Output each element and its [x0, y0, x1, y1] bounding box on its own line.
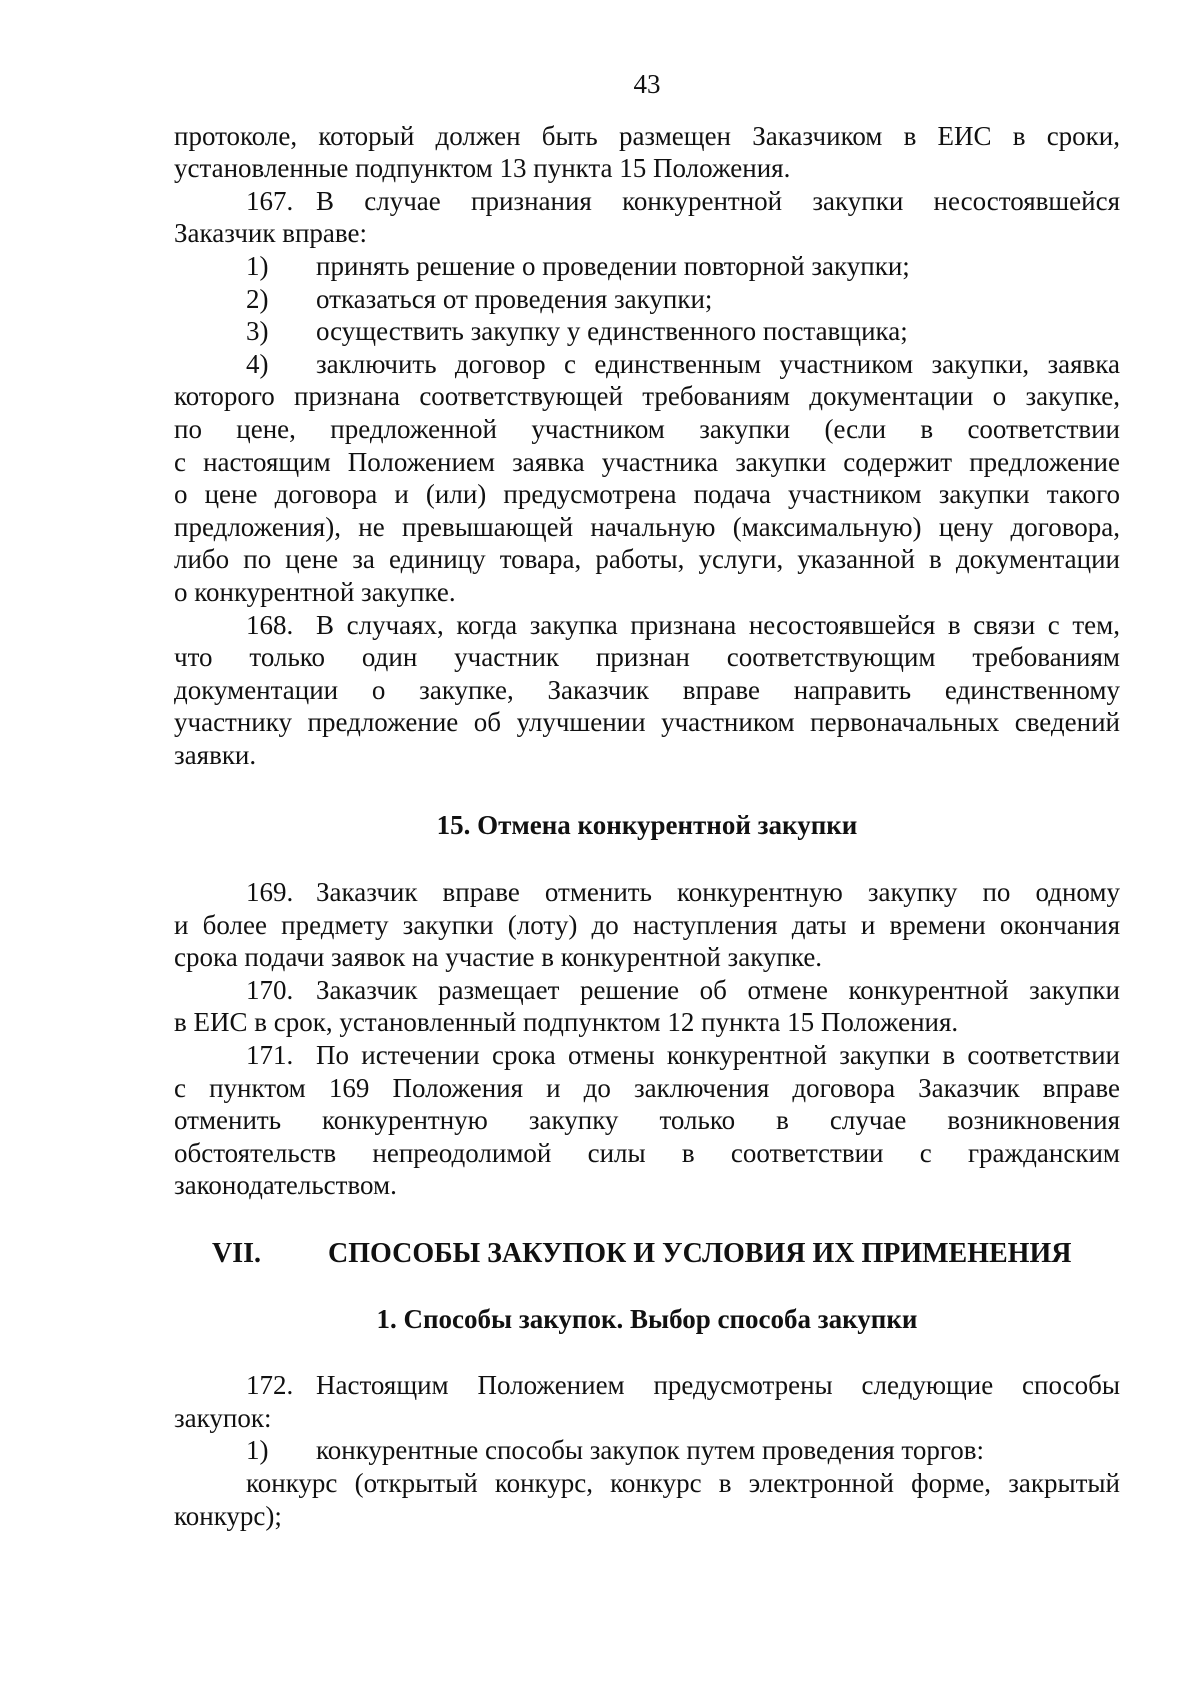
item-text: принять решение о проведении повторной закупки; [316, 250, 910, 281]
item-number: 3) [246, 316, 269, 347]
paragraph-line: документации о закупке, Заказчик вправе направить единственному [174, 674, 1120, 705]
clause-number: 168. [246, 609, 294, 640]
paragraph-line: протоколе, который должен быть размещен Заказчиком в ЕИС в сроки, [174, 120, 1120, 151]
item-number: 4) [246, 348, 269, 379]
clause-number: 171. [246, 1040, 294, 1071]
paragraph-line: отменить конкурентную закупку только в случае возникновения [174, 1105, 1120, 1136]
clause-172 [174, 1369, 1120, 1402]
list-item [174, 283, 1120, 316]
list-item [174, 1434, 1120, 1467]
clause-text: Заказчик вправе отменить конкурентную закупку по одному [316, 877, 1120, 908]
clause-text: Настоящим Положением предусмотрены следующие способы [316, 1370, 1120, 1401]
section-heading: 1. Способы закупок. Выбор способа закупки [376, 1303, 918, 1334]
clause-168 [174, 609, 1120, 642]
part-heading [174, 1238, 1120, 1271]
paragraph-line: участнику предложение об улучшении участником первоначальных сведений [174, 707, 1120, 738]
part-number: VII. [212, 1238, 262, 1269]
paragraph-line: о конкурентной закупке. [174, 576, 456, 607]
part-title: СПОСОБЫ ЗАКУПОК И УСЛОВИЯ ИХ ПРИМЕНЕНИЯ [328, 1238, 1072, 1269]
clause-text: В случае признания конкурентной закупки несостоявшейся [316, 185, 1120, 216]
item-number: 2) [246, 283, 269, 314]
paragraph-line: законодательством. [174, 1170, 397, 1201]
paragraph-line: заявки. [174, 739, 257, 770]
item-number: 1) [246, 1435, 269, 1466]
line-text: конкурс (открытый конкурс, конкурс в электронной форме, закрытый [246, 1467, 1120, 1498]
clause-167 [174, 185, 1120, 218]
clause-text: В случаях, когда закупка признана несостоявшейся в связи с тем, [316, 609, 1120, 640]
paragraph-line: закупок: [174, 1402, 272, 1433]
paragraph-line: и более предмету закупки (лоту) до наступления даты и времени окончания [174, 909, 1120, 940]
paragraph-line: с пунктом 169 Положения и до заключения договора Заказчик вправе [174, 1072, 1120, 1103]
list-item [174, 315, 1120, 348]
clause-169 [174, 876, 1120, 909]
item-text: конкурентные способы закупок путем проведения торгов: [316, 1435, 985, 1466]
clause-text: Заказчик размещает решение об отмене конкурентной закупки [316, 974, 1120, 1005]
clause-number: 170. [246, 974, 294, 1005]
list-item [174, 348, 1120, 381]
paragraph-line: Заказчик вправе: [174, 218, 367, 249]
paragraph-line: которого признана соответствующей требованиям документации о закупке, [174, 381, 1120, 412]
paragraph-line: по цене, предложенной участником закупки (если в соответствии [174, 413, 1120, 444]
item-number: 1) [246, 250, 269, 281]
paragraph-line: конкурс); [174, 1500, 282, 1531]
list-167 [174, 250, 1120, 348]
paragraph-line: предложения), не превышающей начальную (максимальную) цену договора, [174, 511, 1120, 542]
paragraph-line: что только один участник признан соответствующим требованиям [174, 642, 1120, 673]
clause-number: 167. [246, 185, 294, 216]
section-heading: 15. Отмена конкурентной закупки [436, 810, 858, 841]
document-page [174, 68, 1120, 1532]
paragraph-line: с настоящим Положением заявка участника закупки содержит предложение [174, 446, 1120, 477]
item-text: осуществить закупку у единственного поставщика; [316, 316, 908, 347]
list-item [174, 250, 1120, 283]
paragraph-line: о цене договора и (или) предусмотрена подача участником закупки такого [174, 479, 1120, 510]
clause-171 [174, 1039, 1120, 1072]
paragraph-line [174, 1467, 1120, 1500]
page-number: 43 [633, 69, 661, 99]
item-text: заключить договор с единственным участником закупки, заявка [316, 348, 1120, 379]
clause-170 [174, 974, 1120, 1007]
paragraph-line: срока подачи заявок на участие в конкурентной закупке. [174, 942, 823, 973]
clause-number: 169. [246, 877, 294, 908]
paragraph-line: установленные подпунктом 13 пункта 15 Положения. [174, 153, 791, 184]
clause-number: 172. [246, 1370, 294, 1401]
paragraph-line: либо по цене за единицу товара, работы, услуги, указанной в документации [174, 544, 1120, 575]
paragraph-line: в ЕИС в срок, установленный подпунктом 12 пункта 15 Положения. [174, 1007, 959, 1038]
clause-text: По истечении срока отмены конкурентной закупки в соответствии [316, 1040, 1120, 1071]
paragraph-line: обстоятельств непреодолимой силы в соответствии с гражданским [174, 1137, 1120, 1168]
item-text: отказаться от проведения закупки; [316, 283, 713, 314]
